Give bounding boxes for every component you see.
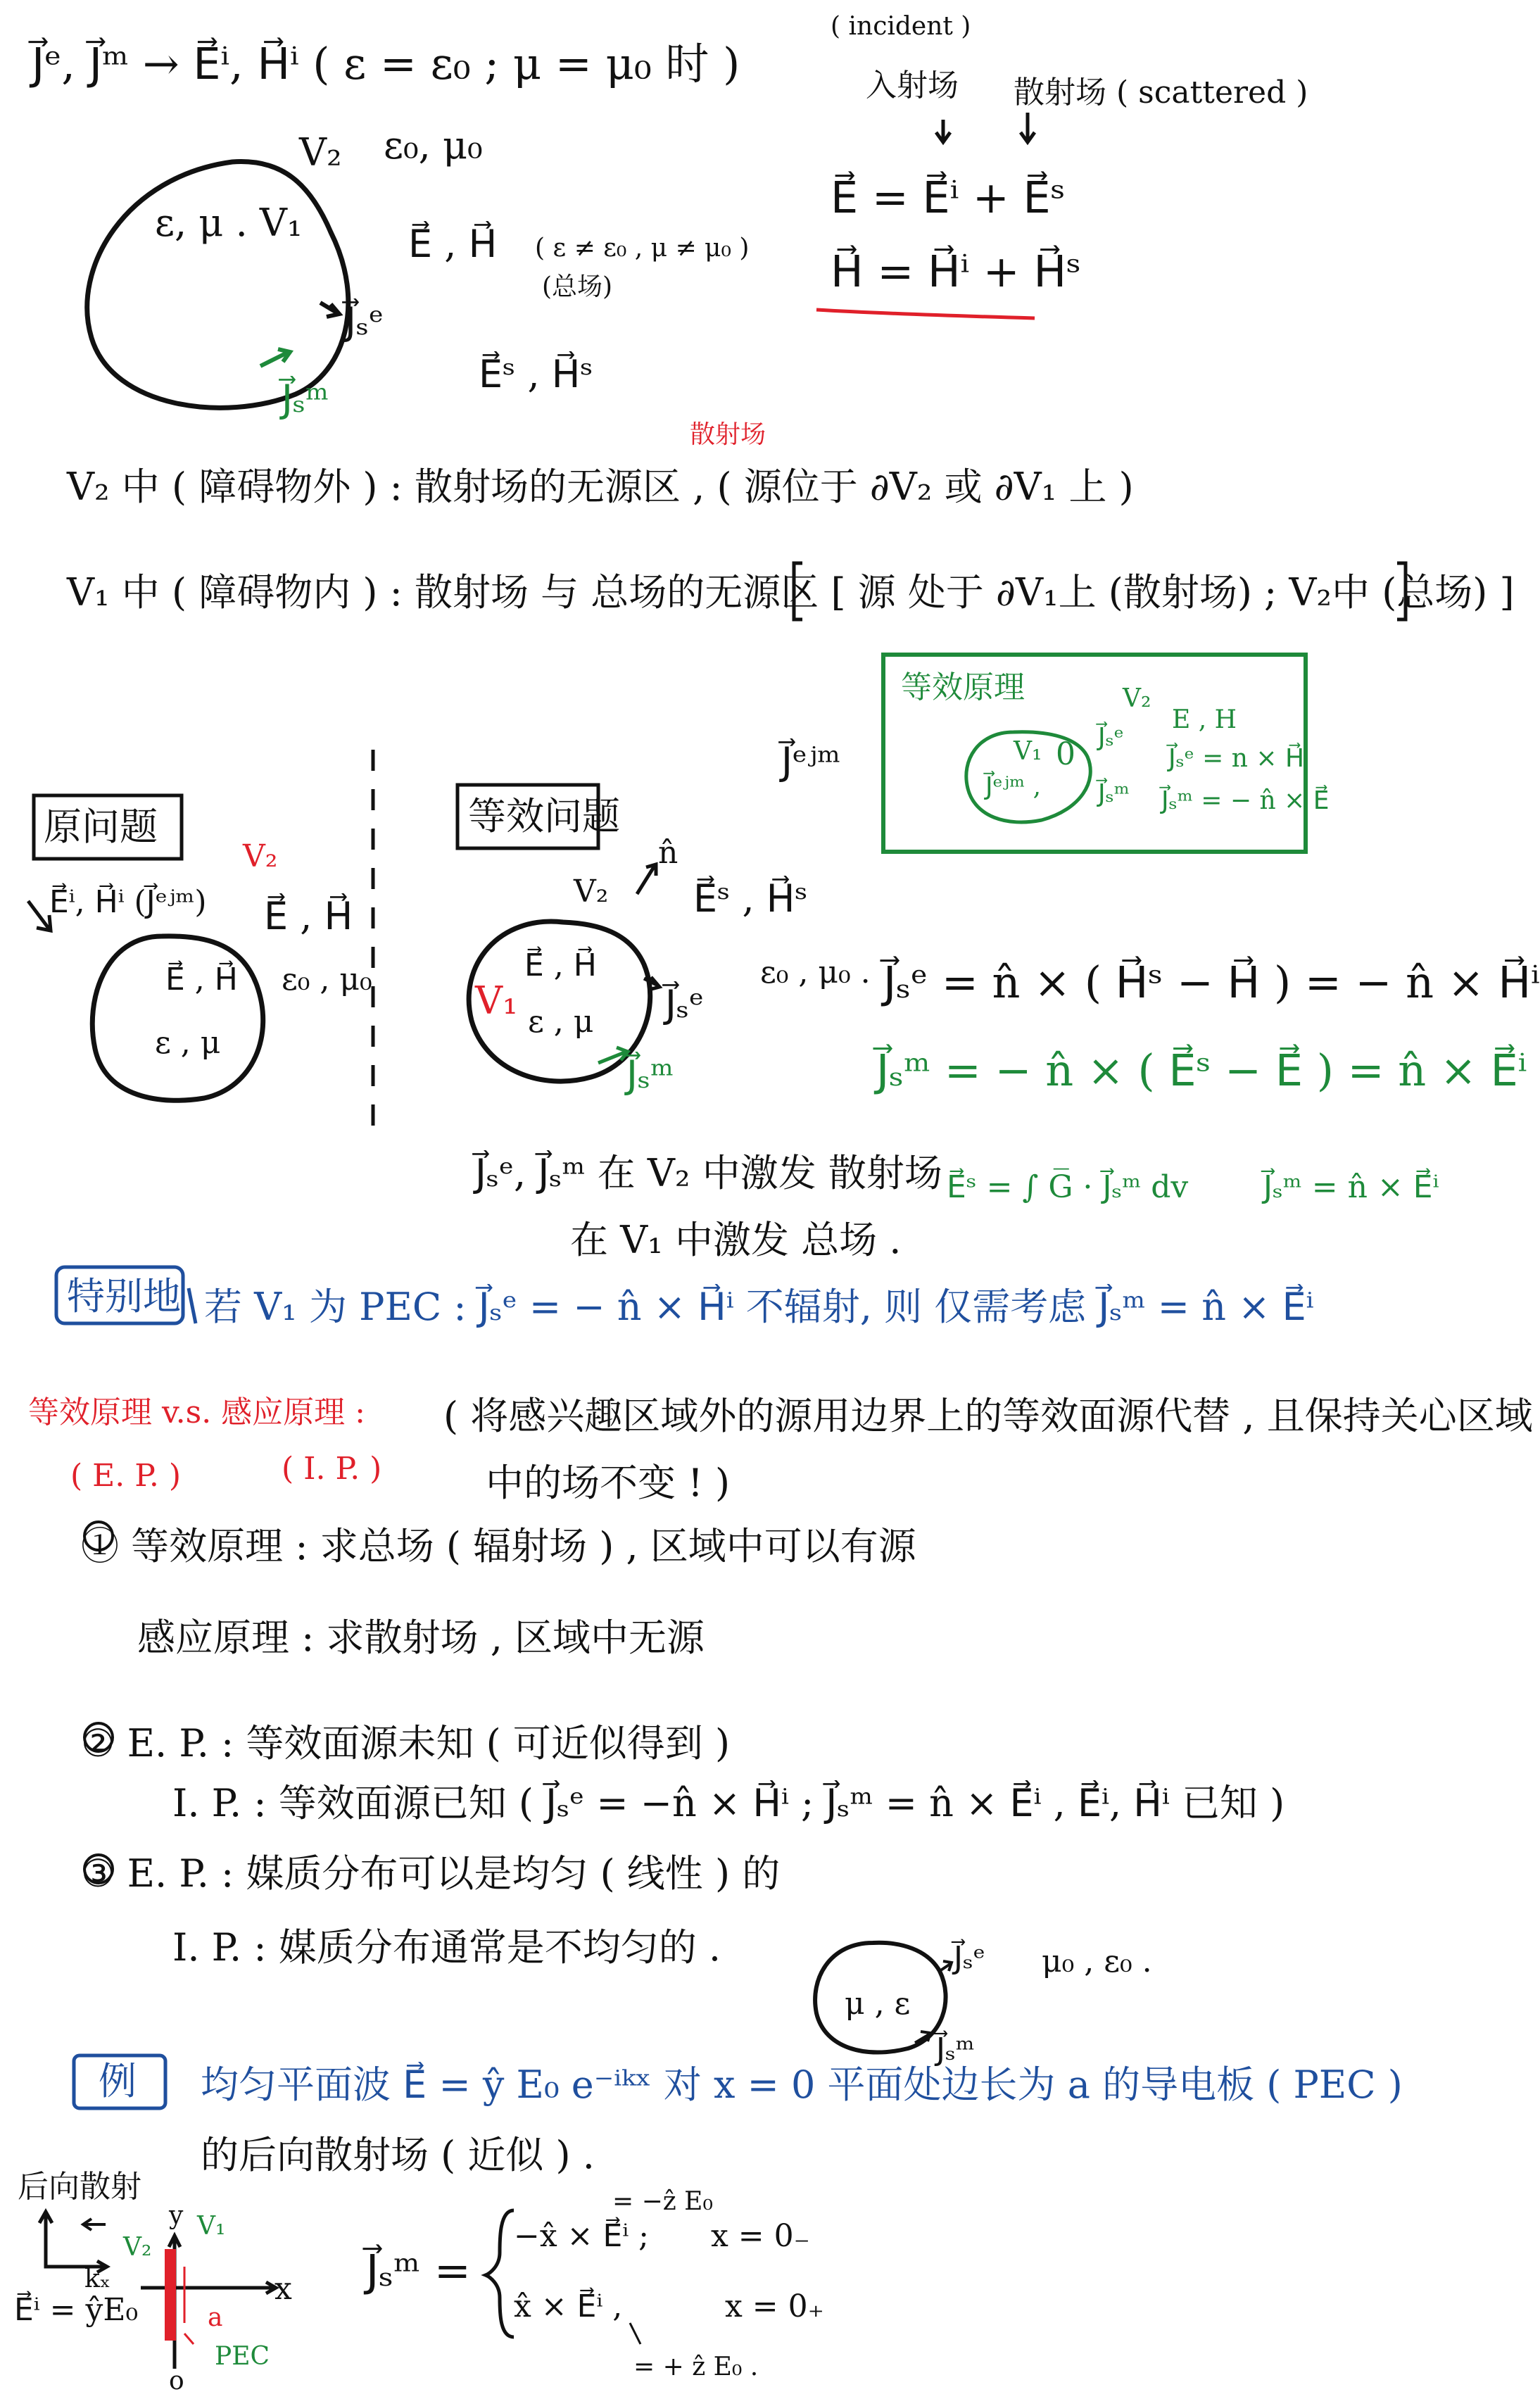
case-2-expr: x̂ × E⃗ⁱ , — [514, 2288, 623, 2324]
y-axis-label: y — [169, 2201, 184, 2230]
box-jsm-eq: J⃗ₛᵐ = − n̂ × E⃗ — [1161, 786, 1330, 815]
example-statement: 均匀平面波 E⃗ = ŷ E₀ e⁻ⁱᵏˣ 对 x = 0 平面处边长为 a 的导电板 ( PEC ) — [201, 2063, 1403, 2107]
scattered-field-vectors: E⃗ˢ , H⃗ˢ — [479, 352, 593, 396]
jsm-green-note: J⃗ₛᵐ = n̂ × E⃗ⁱ — [1263, 1169, 1439, 1205]
incident-field-label: E⃗ⁱ = ŷE₀ — [14, 2292, 139, 2328]
case-2-condition: x = 0₊ — [725, 2288, 824, 2324]
example-statement-2: 的后向散射场 ( 近似 ) . — [201, 2133, 595, 2177]
point2-ep: ② E. P. : 等效面源未知 ( 可近似得到 ) — [81, 1721, 731, 1765]
equiv-inner-field: E⃗ , H⃗ — [524, 947, 597, 983]
scattered-integral: E⃗ˢ = ∫ G̅ · J⃗ₛᵐ dv — [947, 1169, 1189, 1205]
x-axis-label: x — [274, 2271, 292, 2307]
obstacle-outline-top — [87, 162, 348, 408]
example-tag: 例 — [99, 2059, 137, 2103]
electric-surface-current-eq: J⃗ₛᵉ = n̂ × ( H⃗ˢ − H⃗ ) = − n̂ × H⃗ⁱ — [883, 957, 1540, 1008]
wavevector-label: kₓ — [84, 2265, 111, 2293]
box-v1: V₁ — [1014, 737, 1042, 766]
equiv-v1: V₁ — [475, 978, 518, 1023]
original-incident-source: E⃗ⁱ, H⃗ⁱ (J⃗ᵉʲᵐ) — [49, 884, 207, 920]
total-field-note: (总场) — [542, 272, 613, 301]
scattered-label: 散射场 ( scattered ) — [1014, 75, 1308, 111]
jsm-cases-lhs: J⃗ₛᵐ = — [366, 2245, 471, 2296]
equiv-v2: V₂ — [574, 874, 609, 909]
original-inner-field: E⃗ , H⃗ — [165, 962, 238, 997]
origin-label: o — [169, 2367, 184, 2395]
comparison-note-2: 中的场不变 ! ) — [486, 1461, 731, 1505]
free-space-params: ε₀, μ₀ — [384, 123, 483, 168]
obstacle-params: ε, μ . V₁ — [155, 201, 303, 245]
box-jsm: J⃗ₛᵐ — [1098, 779, 1130, 808]
box-eh: E , H — [1172, 705, 1237, 734]
field-decomposition-h: H⃗ = H⃗ⁱ + H⃗ˢ — [831, 246, 1081, 297]
small-obstacle-params: μ , ε — [845, 1986, 911, 2022]
external-source-label: J⃗ᵉʲᵐ — [781, 739, 841, 783]
box-jse: J⃗ₛᵉ — [1098, 723, 1124, 752]
example-v1: V₁ — [197, 2212, 226, 2241]
small-free-space: μ₀ , ε₀ . — [1042, 1944, 1152, 1979]
original-inner-params: ε , μ — [155, 1025, 221, 1061]
normal-vector: n̂ — [658, 835, 679, 871]
incident-chinese: 入射场 — [866, 68, 959, 103]
point2-ip: I. P. : 等效面源已知 ( J⃗ₛᵉ = −n̂ × H⃗ⁱ ; J⃗ₛᵐ = n̂ × E⃗ⁱ , E⃗ⁱ, H⃗ⁱ 已知 ) — [172, 1781, 1285, 1825]
jse-label-top: J⃗ₛᵉ — [345, 299, 384, 344]
equiv-jsm-label: J⃗ₛᵐ — [626, 1052, 674, 1097]
pec-special-case: 若 V₁ 为 PEC : J⃗ₛᵉ = − n̂ × H⃗ⁱ 不辐射, 则 仅需考虑 J⃗ₛᵐ = n̂ × E⃗ⁱ — [204, 1285, 1314, 1329]
equiv-inner-params: ε , μ — [528, 1004, 594, 1040]
v1-region-description: V₁ 中 ( 障碍物内 ) : 散射场 与 总场的无源区 [ 源 处于 ∂V₁上 (散射场) ; V₂中 (总场) ] — [67, 570, 1515, 615]
case-1-condition: x = 0₋ — [711, 2218, 810, 2254]
top-cross-note: = −ẑ E₀ — [612, 2187, 713, 2216]
jsm-label-top: J⃗ₛᵐ — [282, 377, 329, 421]
plate-length-label: a — [208, 2303, 223, 2332]
source-to-incident-line: J⃗ᵉ, J⃗ᵐ → E⃗ⁱ, H⃗ⁱ ( ε = ε₀ ; μ = μ₀ 时 ) — [32, 38, 740, 89]
original-outer-field: E⃗ , H⃗ — [264, 894, 353, 938]
bottom-cross-note: = + ẑ E₀ . — [633, 2353, 759, 2381]
backscatter-label: 后向散射 — [18, 2169, 141, 2205]
equiv-free-space: ε₀ , μ₀ . — [760, 955, 871, 990]
excitation-note-1: J⃗ₛᵉ, J⃗ₛᵐ 在 V₂ 中激发 散射场 — [475, 1151, 942, 1195]
v2-region-description: V₂ 中 ( 障碍物外 ) : 散射场的无源区 , ( 源位于 ∂V₂ 或 ∂V₁ 上 ) — [67, 465, 1134, 509]
point1-ep: ① 等效原理 : 求总场 ( 辐射场 ) , 区域中可以有源 — [81, 1524, 916, 1568]
equivalent-problem-title: 等效问题 — [468, 794, 620, 838]
comparison-note-1: ( 将感兴趣区域外的源用边界上的等效面源代替 , 且保持关心区域 — [443, 1394, 1533, 1438]
special-case-tag: 特别地 — [67, 1274, 181, 1318]
case-1-expr: −x̂ × E⃗ⁱ ; — [514, 2218, 649, 2254]
field-decomposition-e: E⃗ = E⃗ⁱ + E⃗ˢ — [831, 172, 1066, 223]
magnetic-surface-current-eq: J⃗ₛᵐ = − n̂ × ( E⃗ˢ − E⃗ ) = n̂ × E⃗ⁱ — [876, 1045, 1527, 1096]
equiv-principle-title: 等效原理 — [901, 669, 1025, 705]
obstacle-condition: ( ε ≠ ε₀ , μ ≠ μ₀ ) — [535, 234, 750, 263]
pec-plate — [165, 2249, 176, 2341]
total-field-vectors: E⃗ , H⃗ — [408, 222, 498, 266]
box-zero-field: 0 — [1056, 736, 1075, 772]
equiv-scattered-field: E⃗ˢ , H⃗ˢ — [693, 876, 808, 921]
original-free-space: ε₀ , μ₀ — [282, 962, 372, 997]
equiv-jse-label: J⃗ₛᵉ — [665, 982, 705, 1026]
small-jse: J⃗ₛᵉ — [954, 1940, 985, 1976]
comparison-title: 等效原理 v.s. 感应原理 : — [28, 1394, 365, 1430]
scatter-red-note: 散射场 — [690, 420, 766, 449]
point1-ip: 感应原理 : 求散射场 , 区域中无源 — [137, 1616, 705, 1660]
point3-ep: ③ E. P. : 媒质分布可以是均匀 ( 线性 ) 的 — [81, 1851, 781, 1896]
ep-abbrev: ( E. P. ) — [70, 1458, 182, 1494]
ip-abbrev: ( I. P. ) — [282, 1451, 382, 1487]
box-inner-source: J⃗ᵉʲᵐ , — [985, 772, 1042, 801]
excitation-note-2: 在 V₁ 中激发 总场 . — [570, 1218, 902, 1262]
point3-ip: I. P. : 媒质分布通常是不均匀的 . — [172, 1925, 721, 1970]
example-v2: V₂ — [123, 2233, 152, 2262]
region-v2-label: V₂ — [299, 130, 342, 175]
original-v2: V₂ — [243, 838, 278, 874]
incident-english: ( incident ) — [831, 12, 971, 41]
red-underline — [816, 310, 1035, 318]
obstacle-outline-original — [92, 936, 263, 1100]
small-jsm: J⃗ₛᵐ — [936, 2032, 975, 2067]
box-jse-eq: J⃗ₛᵉ = n × H⃗ — [1168, 744, 1305, 773]
pec-label: PEC — [215, 2342, 270, 2371]
box-v2: V₂ — [1123, 684, 1151, 713]
original-problem-title: 原问题 — [44, 805, 158, 849]
